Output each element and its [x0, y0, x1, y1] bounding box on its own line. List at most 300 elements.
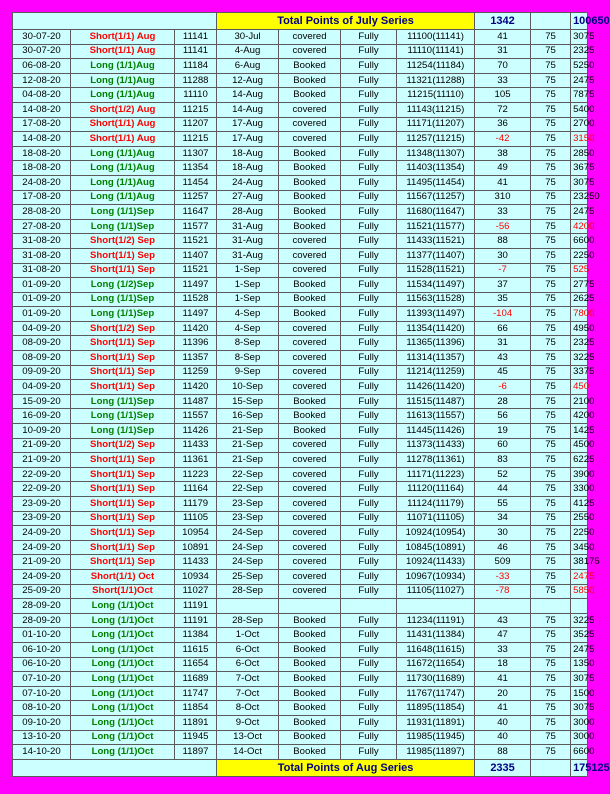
exit-date: 30-Jul [217, 30, 279, 45]
points-value: 41 [475, 175, 531, 190]
lot-size: 75 [531, 730, 571, 745]
amount-value: 3225 [571, 613, 588, 628]
entry-price: 11420 [175, 321, 217, 336]
entry-price: 11191 [175, 599, 217, 614]
fill-status: Fully [341, 219, 397, 234]
points-value: 88 [475, 234, 531, 249]
exit-range: 11321(11288) [397, 73, 475, 88]
table-row [13, 380, 588, 395]
exit-range: 10924(11433) [397, 555, 475, 570]
trade-status: covered [279, 438, 341, 453]
trade-status: covered [279, 482, 341, 497]
fill-status: Fully [341, 190, 397, 205]
entry-price: 11557 [175, 409, 217, 424]
exit-date: 6-Aug [217, 59, 279, 74]
entry-price: 11257 [175, 190, 217, 205]
exit-range: 11105(11027) [397, 584, 475, 599]
entry-price: 11184 [175, 59, 217, 74]
footer-blank-2 [531, 759, 571, 776]
table-row [13, 278, 588, 293]
amount-value: 2625 [571, 292, 588, 307]
table-row [13, 351, 588, 366]
lot-size: 75 [531, 88, 571, 103]
trade-status: covered [279, 336, 341, 351]
fill-status: Fully [341, 175, 397, 190]
trade-call: Long (1/1)Aug [71, 146, 175, 161]
trade-date: 31-08-20 [13, 248, 71, 263]
entry-price: 11747 [175, 686, 217, 701]
trade-status: covered [279, 117, 341, 132]
trade-status: Booked [279, 190, 341, 205]
amount-value: 2325 [571, 44, 588, 59]
exit-date: 6-Oct [217, 657, 279, 672]
fill-status: Fully [341, 467, 397, 482]
exit-date: 9-Sep [217, 365, 279, 380]
amount-value: 5850 [571, 584, 588, 599]
amount-value: 1425 [571, 424, 588, 439]
amount-value: 2475 [571, 73, 588, 88]
trade-date: 17-08-20 [13, 117, 71, 132]
table-row [13, 424, 588, 439]
lot-size: 75 [531, 351, 571, 366]
fill-status: Fully [341, 409, 397, 424]
amount-value: 3525 [571, 628, 588, 643]
trade-date: 08-09-20 [13, 351, 71, 366]
trade-date: 06-10-20 [13, 642, 71, 657]
trade-call: Short(1/1) Sep [71, 380, 175, 395]
trade-status: covered [279, 248, 341, 263]
fill-status: Fully [341, 102, 397, 117]
exit-range: 11563(11528) [397, 292, 475, 307]
trade-call: Short(1/1) Sep [71, 453, 175, 468]
exit-range: 11534(11497) [397, 278, 475, 293]
exit-range: 11373(11433) [397, 438, 475, 453]
trade-status: Booked [279, 642, 341, 657]
trade-date: 01-09-20 [13, 292, 71, 307]
table-row [13, 292, 588, 307]
entry-price: 11521 [175, 234, 217, 249]
trade-call: Short(1/1) Sep [71, 351, 175, 366]
amount-value: 2475 [571, 569, 588, 584]
amount-value: 2700 [571, 117, 588, 132]
amount-value: 38175 [571, 555, 588, 570]
trade-call: Long (1/1)Oct [71, 715, 175, 730]
fill-status: Fully [341, 584, 397, 599]
points-value: 33 [475, 73, 531, 88]
trade-call: Short(1/2) Sep [71, 234, 175, 249]
trade-date: 31-08-20 [13, 234, 71, 249]
trade-call: Short(1/1) Sep [71, 365, 175, 380]
table-row [13, 263, 588, 278]
entry-price: 11528 [175, 292, 217, 307]
table-row [13, 248, 588, 263]
table-row [13, 336, 588, 351]
header-title: Total Points of July Series [217, 13, 475, 30]
entry-price: 11179 [175, 497, 217, 512]
amount-value: 2550 [571, 511, 588, 526]
trade-date: 15-09-20 [13, 394, 71, 409]
exit-range [397, 599, 475, 614]
header-row [13, 13, 588, 30]
table-row [13, 526, 588, 541]
trade-status: covered [279, 467, 341, 482]
trade-date: 06-08-20 [13, 59, 71, 74]
exit-range: 11348(11307) [397, 146, 475, 161]
exit-date: 10-Sep [217, 380, 279, 395]
fill-status: Fully [341, 672, 397, 687]
points-value: 43 [475, 613, 531, 628]
trade-date: 24-09-20 [13, 540, 71, 555]
trade-date: 25-09-20 [13, 584, 71, 599]
lot-size: 75 [531, 234, 571, 249]
exit-range: 11314(11357) [397, 351, 475, 366]
exit-date: 1-Oct [217, 628, 279, 643]
points-value: 310 [475, 190, 531, 205]
trade-call: Long (1/1)Sep [71, 424, 175, 439]
lot-size: 75 [531, 175, 571, 190]
exit-date: 8-Sep [217, 336, 279, 351]
exit-date: 4-Sep [217, 307, 279, 322]
points-value: -7 [475, 263, 531, 278]
trade-status: Booked [279, 701, 341, 716]
table-row [13, 161, 588, 176]
trade-call: Long (1/1)Aug [71, 161, 175, 176]
points-value: -56 [475, 219, 531, 234]
trade-status: Booked [279, 628, 341, 643]
exit-range: 11254(11184) [397, 59, 475, 74]
entry-price: 11433 [175, 555, 217, 570]
trade-status: covered [279, 453, 341, 468]
lot-size: 75 [531, 409, 571, 424]
trade-call: Long (1/1)Oct [71, 701, 175, 716]
fill-status: Fully [341, 205, 397, 220]
points-value: 41 [475, 672, 531, 687]
trade-date: 07-10-20 [13, 672, 71, 687]
exit-date: 22-Sep [217, 482, 279, 497]
fill-status: Fully [341, 424, 397, 439]
trade-status: covered [279, 351, 341, 366]
trade-date: 23-09-20 [13, 497, 71, 512]
trade-status: Booked [279, 73, 341, 88]
exit-range: 11124(11179) [397, 497, 475, 512]
trade-call: Short(1/1) Sep [71, 482, 175, 497]
points-value: 40 [475, 715, 531, 730]
table-row [13, 88, 588, 103]
entry-price: 11454 [175, 175, 217, 190]
exit-date: 21-Sep [217, 453, 279, 468]
trade-status: Booked [279, 88, 341, 103]
entry-price: 11897 [175, 745, 217, 760]
amount-value: 3150 [571, 132, 588, 147]
trade-date: 30-07-20 [13, 44, 71, 59]
fill-status: Fully [341, 365, 397, 380]
trade-call: Short(1/2) Sep [71, 321, 175, 336]
amount-value: 7800 [571, 307, 588, 322]
fill-status: Fully [341, 248, 397, 263]
trade-status: covered [279, 540, 341, 555]
exit-range: 11403(11354) [397, 161, 475, 176]
table-row [13, 190, 588, 205]
exit-range: 11120(11164) [397, 482, 475, 497]
amount-value: 1350 [571, 657, 588, 672]
amount-value: 6600 [571, 745, 588, 760]
entry-price: 11689 [175, 672, 217, 687]
entry-price: 11654 [175, 657, 217, 672]
exit-range: 11495(11454) [397, 175, 475, 190]
fill-status: Fully [341, 438, 397, 453]
points-value: 509 [475, 555, 531, 570]
trade-status: Booked [279, 745, 341, 760]
exit-date: 14-Aug [217, 102, 279, 117]
trade-status: Booked [279, 613, 341, 628]
trade-status: covered [279, 44, 341, 59]
trade-status: covered [279, 569, 341, 584]
entry-price: 10934 [175, 569, 217, 584]
table-row [13, 745, 588, 760]
points-value: 55 [475, 497, 531, 512]
trade-status: Booked [279, 394, 341, 409]
fill-status: Fully [341, 146, 397, 161]
entry-price: 11288 [175, 73, 217, 88]
exit-range: 11730(11689) [397, 672, 475, 687]
table-row [13, 584, 588, 599]
trade-call: Short(1/1) Sep [71, 263, 175, 278]
lot-size: 75 [531, 628, 571, 643]
header-amount: 100650 [571, 13, 588, 30]
table-row [13, 511, 588, 526]
points-value: 41 [475, 701, 531, 716]
fill-status: Fully [341, 278, 397, 293]
exit-range: 11931(11891) [397, 715, 475, 730]
points-value: -6 [475, 380, 531, 395]
exit-range: 10924(10954) [397, 526, 475, 541]
fill-status: Fully [341, 569, 397, 584]
points-value: 20 [475, 686, 531, 701]
entry-price: 11259 [175, 365, 217, 380]
amount-value: 3000 [571, 715, 588, 730]
amount-value: 7875 [571, 88, 588, 103]
trade-call: Short(1/1)Oct [71, 584, 175, 599]
exit-date: 22-Sep [217, 467, 279, 482]
trade-status: Booked [279, 409, 341, 424]
trade-date: 12-08-20 [13, 73, 71, 88]
trade-date: 18-08-20 [13, 161, 71, 176]
exit-date: 31-Aug [217, 248, 279, 263]
trade-call: Short(1/1) Sep [71, 467, 175, 482]
amount-value: 5250 [571, 59, 588, 74]
exit-date: 28-Aug [217, 205, 279, 220]
amount-value: 6600 [571, 234, 588, 249]
points-value: 33 [475, 642, 531, 657]
entry-price: 11223 [175, 467, 217, 482]
trade-call: Long (1/1)Aug [71, 73, 175, 88]
trade-status: Booked [279, 672, 341, 687]
lot-size: 75 [531, 307, 571, 322]
exit-range: 10967(10934) [397, 569, 475, 584]
lot-size: 75 [531, 336, 571, 351]
trade-status: Booked [279, 686, 341, 701]
exit-range: 11567(11257) [397, 190, 475, 205]
fill-status: Fully [341, 657, 397, 672]
exit-date: 4-Sep [217, 321, 279, 336]
trade-call: Long (1/1)Aug [71, 88, 175, 103]
points-value: 30 [475, 526, 531, 541]
amount-value: 3375 [571, 365, 588, 380]
lot-size: 75 [531, 146, 571, 161]
points-value: 19 [475, 424, 531, 439]
exit-date: 24-Sep [217, 540, 279, 555]
exit-date: 27-Aug [217, 190, 279, 205]
fill-status: Fully [341, 44, 397, 59]
amount-value: 2250 [571, 526, 588, 541]
fill-status [341, 599, 397, 614]
trade-date: 21-09-20 [13, 555, 71, 570]
footer-points: 2335 [475, 759, 531, 776]
trade-date: 27-08-20 [13, 219, 71, 234]
fill-status: Fully [341, 497, 397, 512]
table-row [13, 438, 588, 453]
amount-value: 3300 [571, 482, 588, 497]
trade-date: 28-09-20 [13, 613, 71, 628]
exit-date: 8-Sep [217, 351, 279, 366]
lot-size: 75 [531, 365, 571, 380]
lot-size: 75 [531, 278, 571, 293]
table-row [13, 365, 588, 380]
trade-call: Short(1/2) Aug [71, 102, 175, 117]
trade-status [279, 599, 341, 614]
exit-date [217, 599, 279, 614]
amount-value: 3675 [571, 161, 588, 176]
table-row [13, 409, 588, 424]
trade-date: 17-08-20 [13, 190, 71, 205]
trade-date: 21-09-20 [13, 438, 71, 453]
table-row [13, 672, 588, 687]
amount-value: 4500 [571, 438, 588, 453]
exit-range: 11672(11654) [397, 657, 475, 672]
exit-date: 21-Sep [217, 438, 279, 453]
lot-size: 75 [531, 161, 571, 176]
fill-status: Fully [341, 59, 397, 74]
table-row [13, 394, 588, 409]
fill-status: Fully [341, 234, 397, 249]
lot-size: 75 [531, 321, 571, 336]
fill-status: Fully [341, 730, 397, 745]
trade-call: Short(1/1) Sep [71, 511, 175, 526]
trade-status: covered [279, 555, 341, 570]
trade-call: Long (1/1)Sep [71, 394, 175, 409]
points-value: 66 [475, 321, 531, 336]
exit-range: 11171(11223) [397, 467, 475, 482]
trade-status: Booked [279, 657, 341, 672]
lot-size: 75 [531, 117, 571, 132]
points-value: 36 [475, 117, 531, 132]
fill-status: Fully [341, 380, 397, 395]
points-value: 33 [475, 205, 531, 220]
exit-range: 11515(11487) [397, 394, 475, 409]
entry-price: 11521 [175, 263, 217, 278]
exit-range: 11985(11897) [397, 745, 475, 760]
trade-status: covered [279, 263, 341, 278]
exit-date: 4-Aug [217, 44, 279, 59]
trade-date: 14-10-20 [13, 745, 71, 760]
points-value: 38 [475, 146, 531, 161]
table-row [13, 30, 588, 45]
points-value: 40 [475, 730, 531, 745]
amount-value: 23250 [571, 190, 588, 205]
trade-status: Booked [279, 59, 341, 74]
fill-status: Fully [341, 161, 397, 176]
trade-status: covered [279, 511, 341, 526]
exit-range: 11767(11747) [397, 686, 475, 701]
trade-date: 01-09-20 [13, 278, 71, 293]
points-value: 37 [475, 278, 531, 293]
lot-size: 75 [531, 497, 571, 512]
entry-price: 11164 [175, 482, 217, 497]
table-row [13, 730, 588, 745]
amount-value: 4125 [571, 497, 588, 512]
lot-size: 75 [531, 453, 571, 468]
trade-status: Booked [279, 161, 341, 176]
trade-status: Booked [279, 175, 341, 190]
entry-price: 11497 [175, 278, 217, 293]
trade-status: Booked [279, 278, 341, 293]
trade-call: Long (1/1)Sep [71, 409, 175, 424]
points-value: 28 [475, 394, 531, 409]
table-row [13, 59, 588, 74]
amount-value: 3900 [571, 467, 588, 482]
exit-date: 14-Oct [217, 745, 279, 760]
lot-size: 75 [531, 292, 571, 307]
entry-price: 11207 [175, 117, 217, 132]
amount-value: 3075 [571, 30, 588, 45]
amount-value: 3450 [571, 540, 588, 555]
lot-size: 75 [531, 263, 571, 278]
exit-date: 24-Sep [217, 555, 279, 570]
amount-value: 3075 [571, 701, 588, 716]
entry-price: 11487 [175, 394, 217, 409]
exit-range: 11613(11557) [397, 409, 475, 424]
amount-value: 2325 [571, 336, 588, 351]
exit-date: 28-Sep [217, 613, 279, 628]
header-blank [13, 13, 217, 30]
exit-range: 11071(11105) [397, 511, 475, 526]
trade-call: Long (1/1)Oct [71, 599, 175, 614]
points-value: 31 [475, 336, 531, 351]
trade-call: Long (1/1)Oct [71, 686, 175, 701]
points-value: 44 [475, 482, 531, 497]
trades-table [12, 12, 610, 777]
lot-size: 75 [531, 73, 571, 88]
trade-date: 28-09-20 [13, 599, 71, 614]
entry-price: 11027 [175, 584, 217, 599]
fill-status: Fully [341, 715, 397, 730]
points-value: 72 [475, 102, 531, 117]
amount-value: 2475 [571, 642, 588, 657]
entry-price: 10954 [175, 526, 217, 541]
exit-range: 11171(11207) [397, 117, 475, 132]
entry-price: 11426 [175, 424, 217, 439]
lot-size: 75 [531, 424, 571, 439]
trade-status: Booked [279, 730, 341, 745]
fill-status: Fully [341, 526, 397, 541]
exit-range: 11214(11259) [397, 365, 475, 380]
entry-price: 11945 [175, 730, 217, 745]
points-value: -42 [475, 132, 531, 147]
entry-price: 11215 [175, 132, 217, 147]
table-row [13, 132, 588, 147]
trade-status: Booked [279, 715, 341, 730]
amount-value: 3075 [571, 672, 588, 687]
